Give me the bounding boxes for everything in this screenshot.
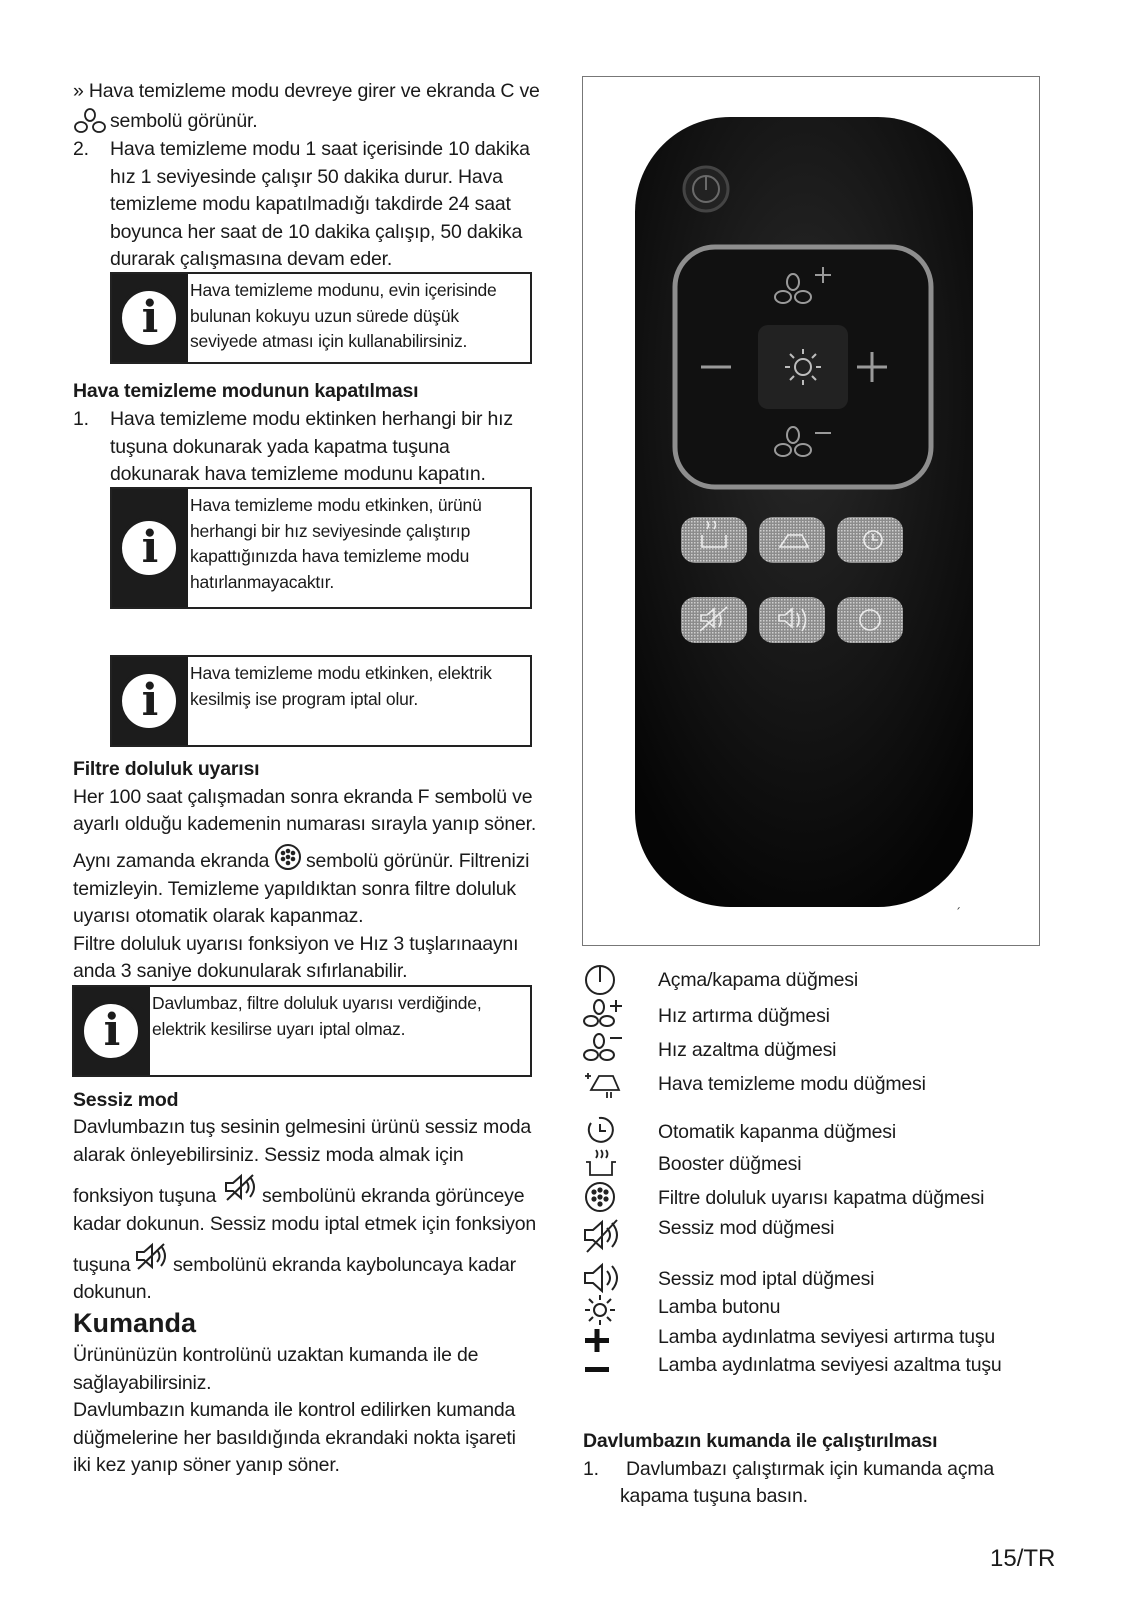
step-2-number: 2. bbox=[73, 138, 89, 160]
remote-air-clean-button bbox=[759, 517, 825, 563]
operate-line-2: kapama tuşuna basın. bbox=[620, 1485, 808, 1507]
air-clean-icon bbox=[583, 1066, 623, 1106]
sound-icon bbox=[583, 1262, 623, 1296]
legend-timer-label: Otomatik kapanma düğmesi bbox=[658, 1121, 896, 1143]
info-note-2: i Hava temizleme modu etkinken, ürünü herhangi bir hız seviyesinde çalıştırıp kapattığınızda hava temizleme modu hatırlanmayacaktır. bbox=[110, 487, 532, 609]
svg-text:´: ´ bbox=[955, 906, 961, 920]
heading-silent-mode: Sessiz mod bbox=[73, 1089, 179, 1111]
info-note-1: i Hava temizleme modunu, evin içerisinde bulunan kokuyu uzun sürede düşük seviyede atması için kullanabilirsiniz. bbox=[110, 272, 532, 364]
heading-air-clean-off: Hava temizleme modunun kapatılması bbox=[73, 380, 419, 402]
filter-line-3a: Aynı zamanda ekranda bbox=[73, 850, 270, 872]
step-1-text: Hava temizleme modu ektinken herhangi bir hız tuşuna dokunarak yada kapatma tuşuna dokunarak hava temizleme modunu kapatın. bbox=[110, 408, 513, 485]
legend-filter-label: Filtre doluluk uyarısı kapatma düğmesi bbox=[658, 1187, 985, 1209]
fan-icon bbox=[73, 108, 107, 134]
legend-lamp-label: Lamba butonu bbox=[658, 1296, 781, 1318]
filter-icon bbox=[273, 842, 303, 872]
info-note-4: i Davlumbaz, filtre doluluk uyarısı verdiğinde, elektrik kesilirse uyarı iptal olmaz. bbox=[72, 985, 532, 1077]
silent-line-5a: tuşuna bbox=[73, 1254, 131, 1276]
silent-line-5b: sembolünü ekranda kayboluncaya kadar bbox=[173, 1254, 516, 1276]
filter-line-7: anda 3 saniye dokunularak sıfırlanabilir. bbox=[73, 960, 408, 982]
mute-icon bbox=[583, 1217, 623, 1255]
filter-line-4: temizleyin. Temizleme yapıldıktan sonra filtre doluluk bbox=[73, 878, 516, 900]
remote-body bbox=[635, 117, 973, 907]
booster-icon bbox=[583, 1146, 623, 1180]
operate-line-1: Davlumbazı çalıştırmak için kumanda açma bbox=[626, 1458, 995, 1480]
info-icon: i bbox=[112, 274, 188, 362]
legend-fan-minus-label: Hız azaltma düğmesi bbox=[658, 1039, 837, 1061]
remote-filter-button bbox=[837, 597, 903, 643]
heading-filter-warning: Filtre doluluk uyarısı bbox=[73, 758, 260, 780]
info-note-3: i Hava temizleme modu etkinken, elektrik kesilmiş ise program iptal olur. bbox=[110, 655, 532, 747]
silent-line-2: alarak önleyebilirsiniz. Sessiz moda almak için bbox=[73, 1144, 464, 1166]
mute-icon bbox=[134, 1241, 170, 1271]
filter-line-5: uyarısı otomatik olarak kapanmaz. bbox=[73, 905, 364, 927]
remote-description: Ürününüzün kontrolünü uzaktan kumanda ile de sağlayabilirsiniz. Davlumbazın kumanda ile kontrol edilirken kumanda düğmelerine her basıldığında ekrandaki nokta işareti iki kez yanıp söner yanıp söner. bbox=[73, 1344, 516, 1476]
heading-remote: Kumanda bbox=[73, 1308, 197, 1338]
remote-lamp-pad bbox=[758, 325, 848, 409]
page-number: 15/TR bbox=[990, 1545, 1056, 1572]
silent-line-3a: fonksiyon tuşuna bbox=[73, 1185, 217, 1207]
intro-line-1: » Hava temizleme modu devreye girer ve ekranda C ve bbox=[73, 80, 540, 102]
silent-line-6: dokunun. bbox=[73, 1281, 152, 1303]
silent-line-1: Davlumbazın tuş sesinin gelmesini ürünü sessiz moda bbox=[73, 1116, 532, 1138]
filter-line-3b: sembolü görünür. Filtrenizi bbox=[306, 850, 530, 872]
info-icon: i bbox=[112, 657, 188, 745]
timer-icon bbox=[583, 1113, 623, 1147]
legend-lamp-plus-label: Lamba aydınlatma seviyesi artırma tuşu bbox=[658, 1326, 996, 1348]
filter-line-2: ayarlı olduğu kademenin numarası sırayla yanıp söner. bbox=[73, 813, 537, 835]
remote-timer-button bbox=[837, 517, 903, 563]
legend-mute-label: Sessiz mod düğmesi bbox=[658, 1217, 835, 1239]
filter-line-1: Her 100 saat çalışmadan sonra ekranda F sembolü ve bbox=[73, 786, 533, 808]
lamp-icon bbox=[583, 1293, 623, 1327]
legend-air-clean-label: Hava temizleme modu düğmesi bbox=[658, 1073, 926, 1095]
legend-lamp-minus-label: Lamba aydınlatma seviyesi azaltma tuşu bbox=[658, 1354, 1002, 1376]
remote-booster-button bbox=[681, 517, 747, 563]
fan-plus-icon bbox=[583, 998, 623, 1032]
step-1-number: 1. bbox=[73, 408, 89, 430]
minus-icon bbox=[583, 1354, 623, 1388]
legend-booster-label: Booster düğmesi bbox=[658, 1153, 802, 1175]
power-icon bbox=[583, 963, 623, 997]
legend-sound-label: Sessiz mod iptal düğmesi bbox=[658, 1268, 875, 1290]
legend-fan-plus-label: Hız artırma düğmesi bbox=[658, 1005, 830, 1027]
mute-icon bbox=[223, 1172, 259, 1202]
info-icon: i bbox=[74, 987, 150, 1075]
remote-power-button bbox=[684, 167, 728, 211]
heading-operate-remote: Davlumbazın kumanda ile çalıştırılması bbox=[583, 1430, 938, 1452]
filter-line-6: Filtre doluluk uyarısı fonksiyon ve Hız 3 tuşlarınaaynı bbox=[73, 933, 519, 955]
operate-step-number: 1. bbox=[583, 1458, 599, 1480]
intro-line-2: sembolü görünür. bbox=[110, 110, 258, 132]
legend-power-label: Açma/kapama düğmesi bbox=[658, 969, 858, 991]
fan-minus-icon bbox=[583, 1032, 623, 1066]
silent-line-3b: sembolünü ekranda görünceye bbox=[262, 1185, 525, 1207]
remote-control-illustration bbox=[583, 77, 1039, 945]
step-2-text: Hava temizleme modu 1 saat içerisinde 10 dakika hız 1 seviyesinde çalışır 50 dakika durur. Hava temizleme modu kapatılmadığı takdirde 24 saat boyunca her saat de 10 dakika çalışıp, 50 dakika durarak çalışmasına devam eder. bbox=[110, 138, 530, 270]
remote-control-figure bbox=[582, 76, 1040, 946]
info-icon: i bbox=[112, 489, 188, 607]
filter-icon bbox=[583, 1180, 623, 1214]
silent-line-4: kadar dokunun. Sessiz modu iptal etmek için fonksiyon bbox=[73, 1213, 537, 1235]
